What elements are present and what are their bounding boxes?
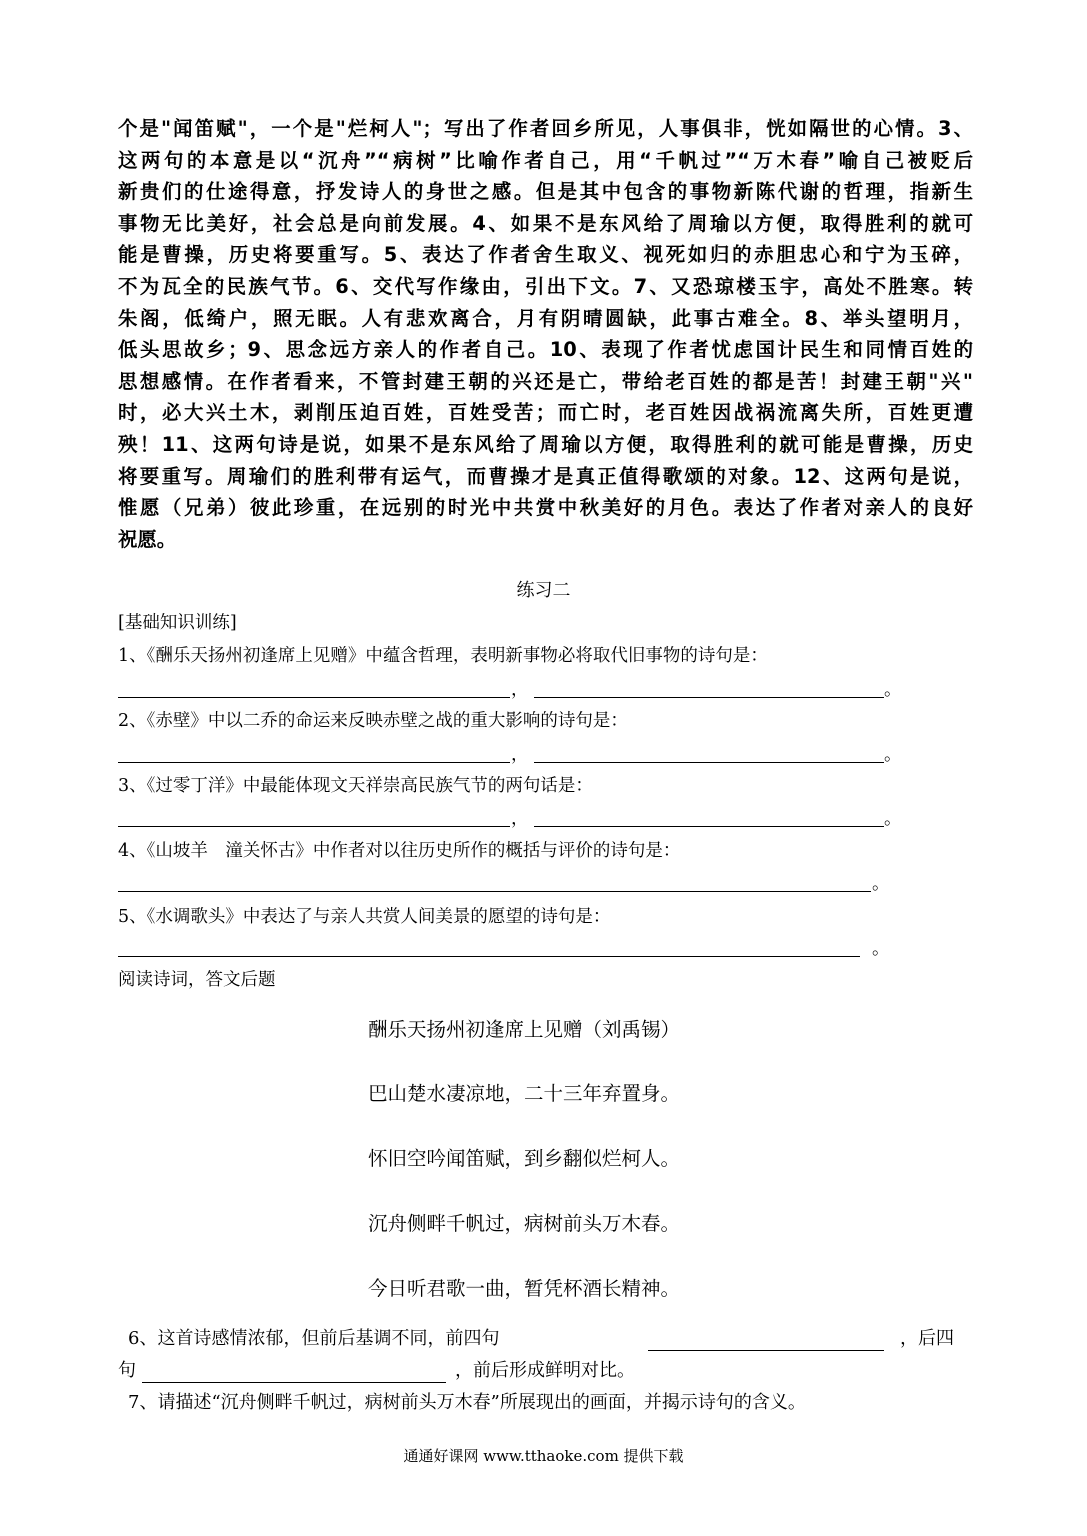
question-6-cont: ，后四 xyxy=(900,1328,954,1349)
period: 。 xyxy=(884,680,902,700)
question-6-cont: ，前后形成鲜明对比。 xyxy=(455,1360,635,1381)
poem-line: 怀旧空吟闻笛赋，到乡翻似烂柯人。 xyxy=(368,1147,681,1170)
answer-line: 祝愿。 xyxy=(118,527,177,551)
answer-line: 低头思故乡；9、思念远方亲人的作者自己。10、表现了作者忧虑国计民生和同情百姓的 xyxy=(118,338,973,362)
poem-title: 酬乐天扬州初逢席上见赠（刘禹锡） xyxy=(368,1018,681,1041)
answer-blank[interactable] xyxy=(534,762,884,763)
answer-line: 殃！11、这两句诗是说，如果不是东风给了周瑜以方便，取得胜利的就可能是曹操，历史 xyxy=(118,432,973,456)
comma: ， xyxy=(511,809,529,829)
answer-blank[interactable] xyxy=(118,956,860,957)
answer-blank[interactable] xyxy=(118,891,871,892)
answer-line: 个是"闻笛赋"，一个是"烂柯人"；写出了作者回乡所见，人事俱非，恍如隔世的心情。3、 xyxy=(118,117,973,140)
answer-blank[interactable] xyxy=(534,826,884,827)
exercise-title: 练习二 xyxy=(516,580,571,601)
answer-line: 新贵们的仕途得意，抒发诗人的身世之感。但是其中包含的事物新陈代谢的哲理，指新生 xyxy=(118,180,973,204)
poem-line: 今日听君歌一曲，暂凭杯酒长精神。 xyxy=(368,1277,681,1300)
question-6-cont: 句 xyxy=(118,1360,136,1381)
period: 。 xyxy=(884,745,902,765)
question-2: 2、《赤壁》中以二乔的命运来反映赤壁之战的重大影响的诗句是： xyxy=(118,711,628,731)
answer-line: 事物无比美好，社会总是向前发展。4、如果不是东风给了周瑜以方便，取得胜利的就可 xyxy=(118,211,973,235)
answer-blank[interactable] xyxy=(142,1382,446,1383)
section-heading: [基础知识训练] xyxy=(118,613,237,633)
poem-line: 沉舟侧畔千帆过，病树前头万木春。 xyxy=(368,1212,681,1235)
answer-line: 惟愿（兄弟）彼此珍重，在远别的时光中共赏中秋美好的月色。表达了作者对亲人的良好 xyxy=(118,496,973,520)
question-1: 1、《酬乐天扬州初逢席上见赠》中蕴含哲理，表明新事物必将取代旧事物的诗句是： xyxy=(118,646,768,666)
answer-blank[interactable] xyxy=(118,826,510,827)
question-6: 6、这首诗感情浓郁，但前后基调不同，前四句 xyxy=(128,1328,500,1349)
answer-blank[interactable] xyxy=(118,762,510,763)
answer-blank[interactable] xyxy=(648,1350,884,1351)
answer-key-paragraph xyxy=(118,113,973,555)
reading-prompt: 阅读诗词，答文后题 xyxy=(118,970,276,990)
answer-line: 将要重写。周瑜们的胜利带有运气，而曹操才是真正值得歌颂的对象。12、这两句是说， xyxy=(118,464,973,488)
question-7: 7、请描述“沉舟侧畔千帆过，病树前头万木春”所展现出的画面，并揭示诗句的含义。 xyxy=(128,1392,806,1413)
period: 。 xyxy=(884,809,902,829)
answer-blank[interactable] xyxy=(118,697,510,698)
comma: ， xyxy=(511,680,529,700)
answer-line: 这两句的本意是以“沉舟”“病树”比喻作者自己，用“千帆过”“万木春”喻自己被贬后 xyxy=(118,148,973,172)
question-4: 4、《山坡羊 潼关怀古》中作者对以往历史所作的概括与评价的诗句是： xyxy=(118,841,681,861)
period: 。 xyxy=(872,939,890,959)
answer-line: 不为瓦全的民族气节。6、交代写作缘由，引出下文。7、又恐琼楼玉宇，高处不胜寒。转 xyxy=(118,274,973,298)
page-footer: 通通好课网 www.tthaoke.com 提供下载 xyxy=(403,1447,684,1465)
comma: ， xyxy=(511,745,529,765)
poem-line: 巴山楚水凄凉地，二十三年弃置身。 xyxy=(368,1082,681,1105)
answer-line: 时，必大兴土木，剥削压迫百姓，百姓受苦；而亡时，老百姓因战祸流离失所，百姓更遭 xyxy=(118,401,973,425)
answer-line: 能是曹操，历史将要重写。5、表达了作者舍生取义、视死如归的赤胆忠心和宁为玉碎， xyxy=(118,243,973,267)
answer-blank[interactable] xyxy=(534,697,884,698)
question-3: 3、《过零丁洋》中最能体现文天祥崇高民族气节的两句话是： xyxy=(118,776,593,796)
answer-line: 朱阁，低绮户，照无眠。人有悲欢离合，月有阴晴圆缺，此事古难全。8、举头望明月， xyxy=(118,306,973,330)
period: 。 xyxy=(872,874,890,894)
answer-line: 思想感情。在作者看来，不管封建王朝的兴还是亡，带给老百姓的都是苦！封建王朝"兴" xyxy=(118,369,973,393)
question-5: 5、《水调歌头》中表达了与亲人共赏人间美景的愿望的诗句是： xyxy=(118,907,611,927)
